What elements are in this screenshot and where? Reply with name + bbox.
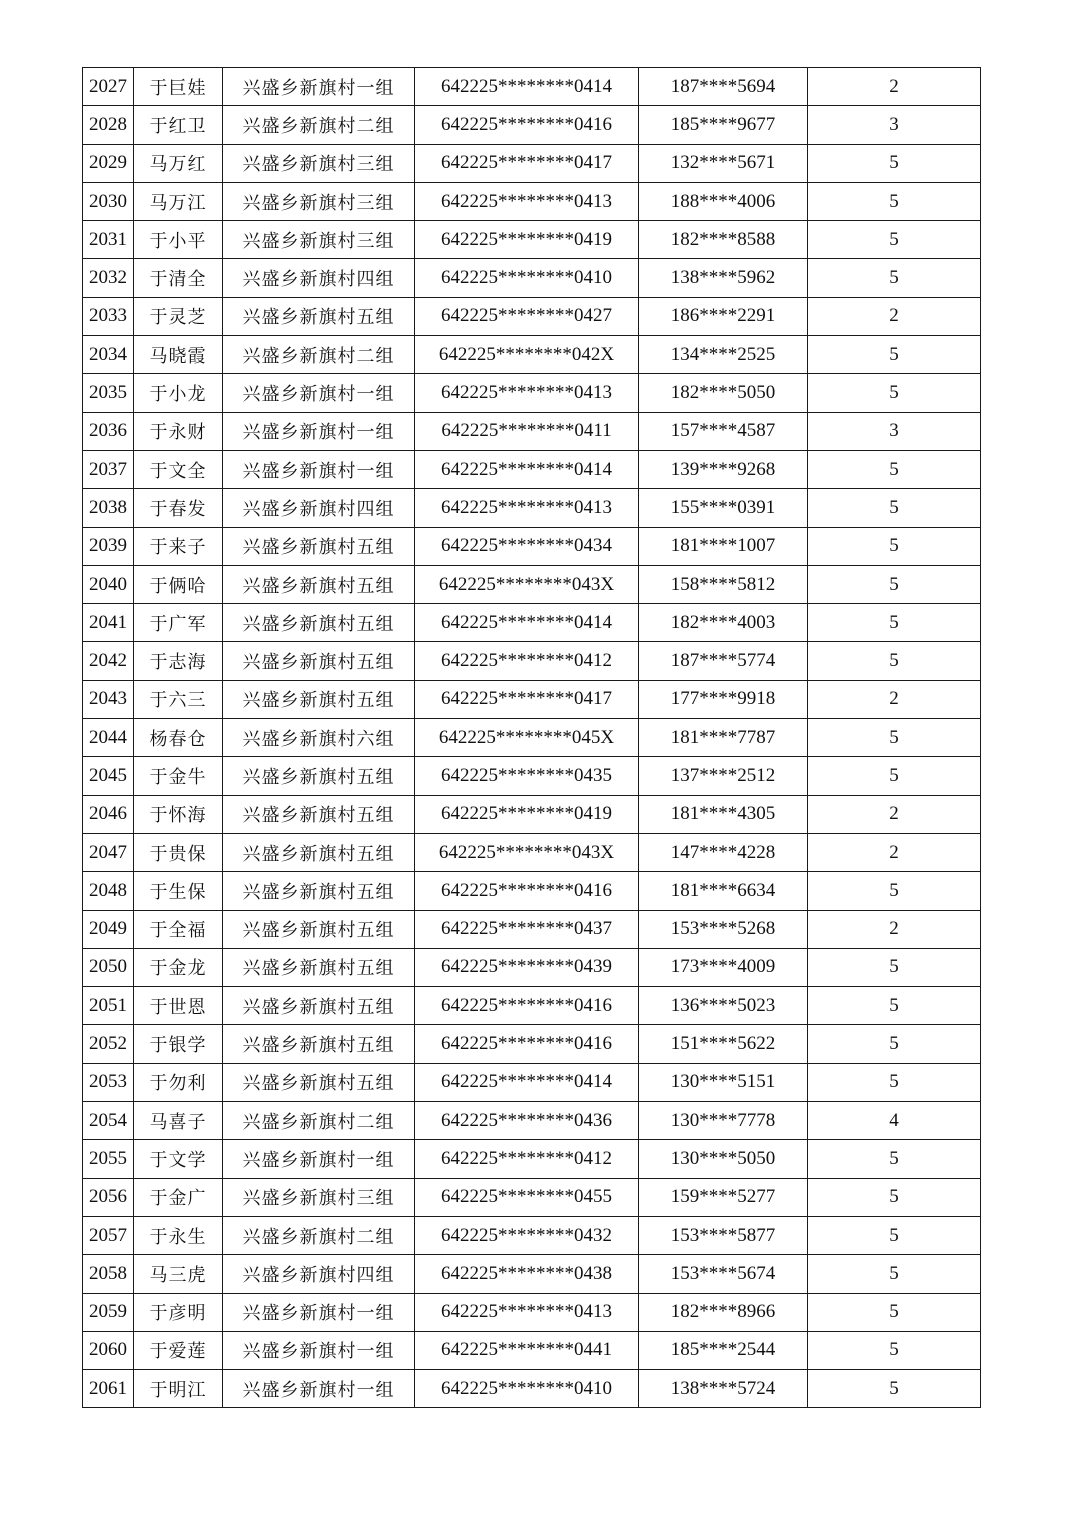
table-row [83,489,981,527]
count-cell: 5 [808,987,981,1025]
address-cell: 兴盛乡新旗村五组 [223,565,415,603]
address-cell: 兴盛乡新旗村四组 [223,1255,415,1293]
address-cell: 兴盛乡新旗村五组 [223,604,415,642]
roster-table-body [83,68,981,1408]
name-cell: 于巨娃 [134,68,223,106]
id-number-cell: 642225********0434 [415,527,639,565]
serial-number-cell: 2053 [83,1063,134,1101]
serial-number-cell: 2042 [83,642,134,680]
name-cell: 马万红 [134,144,223,182]
name-cell: 于来子 [134,527,223,565]
name-cell: 于小龙 [134,374,223,412]
serial-number-cell: 2050 [83,948,134,986]
serial-number-cell: 2051 [83,987,134,1025]
phone-cell: 185****2544 [639,1331,808,1369]
table-row [83,297,981,335]
id-number-cell: 642225********0413 [415,182,639,220]
count-cell: 5 [808,527,981,565]
address-cell: 兴盛乡新旗村二组 [223,1102,415,1140]
id-number-cell: 642225********0417 [415,144,639,182]
phone-cell: 155****0391 [639,489,808,527]
count-cell: 5 [808,221,981,259]
id-number-cell: 642225********0410 [415,1370,639,1408]
table-row [83,719,981,757]
serial-number-cell: 2027 [83,68,134,106]
count-cell: 5 [808,1293,981,1331]
table-row [83,604,981,642]
table-row [83,757,981,795]
phone-cell: 173****4009 [639,948,808,986]
name-cell: 马晓霞 [134,336,223,374]
count-cell: 5 [808,872,981,910]
serial-number-cell: 2045 [83,757,134,795]
serial-number-cell: 2033 [83,297,134,335]
name-cell: 于全福 [134,910,223,948]
count-cell: 5 [808,1255,981,1293]
phone-cell: 188****4006 [639,182,808,220]
table-row [83,795,981,833]
name-cell: 于明江 [134,1370,223,1408]
id-number-cell: 642225********0419 [415,221,639,259]
table-row [83,374,981,412]
id-number-cell: 642225********0416 [415,106,639,144]
address-cell: 兴盛乡新旗村五组 [223,910,415,948]
serial-number-cell: 2035 [83,374,134,412]
serial-number-cell: 2044 [83,719,134,757]
table-row [83,987,981,1025]
phone-cell: 130****5151 [639,1063,808,1101]
name-cell: 于怀海 [134,795,223,833]
address-cell: 兴盛乡新旗村三组 [223,221,415,259]
address-cell: 兴盛乡新旗村五组 [223,642,415,680]
table-row [83,1025,981,1063]
phone-cell: 153****5877 [639,1216,808,1254]
id-number-cell: 642225********0427 [415,297,639,335]
serial-number-cell: 2038 [83,489,134,527]
phone-cell: 138****5962 [639,259,808,297]
phone-cell: 130****5050 [639,1140,808,1178]
name-cell: 于志海 [134,642,223,680]
id-number-cell: 642225********0414 [415,604,639,642]
name-cell: 于世恩 [134,987,223,1025]
count-cell: 5 [808,565,981,603]
id-number-cell: 642225********0416 [415,872,639,910]
table-row [83,1102,981,1140]
phone-cell: 153****5674 [639,1255,808,1293]
address-cell: 兴盛乡新旗村五组 [223,1063,415,1101]
table-row [83,182,981,220]
table-row [83,833,981,871]
count-cell: 5 [808,489,981,527]
serial-number-cell: 2030 [83,182,134,220]
table-row [83,1370,981,1408]
count-cell: 5 [808,1216,981,1254]
serial-number-cell: 2034 [83,336,134,374]
phone-cell: 187****5694 [639,68,808,106]
count-cell: 5 [808,1370,981,1408]
count-cell: 3 [808,106,981,144]
address-cell: 兴盛乡新旗村三组 [223,1178,415,1216]
id-number-cell: 642225********0438 [415,1255,639,1293]
name-cell: 于小平 [134,221,223,259]
serial-number-cell: 2060 [83,1331,134,1369]
address-cell: 兴盛乡新旗村五组 [223,680,415,718]
name-cell: 于文学 [134,1140,223,1178]
serial-number-cell: 2029 [83,144,134,182]
id-number-cell: 642225********0413 [415,374,639,412]
address-cell: 兴盛乡新旗村二组 [223,336,415,374]
name-cell: 于贵保 [134,833,223,871]
id-number-cell: 642225********0435 [415,757,639,795]
id-number-cell: 642225********043X [415,565,639,603]
name-cell: 于红卫 [134,106,223,144]
address-cell: 兴盛乡新旗村四组 [223,489,415,527]
serial-number-cell: 2049 [83,910,134,948]
name-cell: 于永生 [134,1216,223,1254]
address-cell: 兴盛乡新旗村五组 [223,948,415,986]
count-cell: 5 [808,1025,981,1063]
id-number-cell: 642225********042X [415,336,639,374]
address-cell: 兴盛乡新旗村五组 [223,987,415,1025]
phone-cell: 185****9677 [639,106,808,144]
table-row [83,680,981,718]
phone-cell: 139****9268 [639,450,808,488]
phone-cell: 157****4587 [639,412,808,450]
id-number-cell: 642225********0439 [415,948,639,986]
address-cell: 兴盛乡新旗村六组 [223,719,415,757]
table-row [83,221,981,259]
serial-number-cell: 2036 [83,412,134,450]
phone-cell: 181****1007 [639,527,808,565]
name-cell: 于广军 [134,604,223,642]
phone-cell: 136****5023 [639,987,808,1025]
table-row [83,144,981,182]
count-cell: 5 [808,642,981,680]
phone-cell: 151****5622 [639,1025,808,1063]
count-cell: 4 [808,1102,981,1140]
id-number-cell: 642225********0414 [415,1063,639,1101]
address-cell: 兴盛乡新旗村一组 [223,1140,415,1178]
address-cell: 兴盛乡新旗村一组 [223,412,415,450]
address-cell: 兴盛乡新旗村三组 [223,144,415,182]
name-cell: 于金广 [134,1178,223,1216]
count-cell: 2 [808,833,981,871]
address-cell: 兴盛乡新旗村四组 [223,259,415,297]
name-cell: 于爱莲 [134,1331,223,1369]
id-number-cell: 642225********0412 [415,642,639,680]
address-cell: 兴盛乡新旗村一组 [223,374,415,412]
name-cell: 于金牛 [134,757,223,795]
id-number-cell: 642225********0417 [415,680,639,718]
address-cell: 兴盛乡新旗村一组 [223,1331,415,1369]
table-row [83,259,981,297]
phone-cell: 153****5268 [639,910,808,948]
serial-number-cell: 2047 [83,833,134,871]
id-number-cell: 642225********0432 [415,1216,639,1254]
phone-cell: 182****8966 [639,1293,808,1331]
name-cell: 于金龙 [134,948,223,986]
table-row [83,1331,981,1369]
table-row [83,872,981,910]
count-cell: 2 [808,297,981,335]
table-row [83,527,981,565]
count-cell: 2 [808,795,981,833]
address-cell: 兴盛乡新旗村一组 [223,450,415,488]
name-cell: 杨春仓 [134,719,223,757]
address-cell: 兴盛乡新旗村五组 [223,795,415,833]
name-cell: 马喜子 [134,1102,223,1140]
phone-cell: 182****5050 [639,374,808,412]
address-cell: 兴盛乡新旗村一组 [223,68,415,106]
count-cell: 5 [808,259,981,297]
serial-number-cell: 2039 [83,527,134,565]
serial-number-cell: 2031 [83,221,134,259]
id-number-cell: 642225********0413 [415,1293,639,1331]
name-cell: 马三虎 [134,1255,223,1293]
count-cell: 5 [808,336,981,374]
address-cell: 兴盛乡新旗村五组 [223,872,415,910]
phone-cell: 132****5671 [639,144,808,182]
table-row [83,1178,981,1216]
phone-cell: 147****4228 [639,833,808,871]
address-cell: 兴盛乡新旗村一组 [223,1370,415,1408]
serial-number-cell: 2028 [83,106,134,144]
count-cell: 5 [808,719,981,757]
table-row [83,1255,981,1293]
name-cell: 于俩哈 [134,565,223,603]
id-number-cell: 642225********0411 [415,412,639,450]
count-cell: 5 [808,1063,981,1101]
id-number-cell: 642225********045X [415,719,639,757]
count-cell: 5 [808,450,981,488]
name-cell: 于灵芝 [134,297,223,335]
phone-cell: 130****7778 [639,1102,808,1140]
id-number-cell: 642225********0455 [415,1178,639,1216]
table-row [83,948,981,986]
address-cell: 兴盛乡新旗村五组 [223,1025,415,1063]
roster-table [82,67,981,1408]
count-cell: 2 [808,910,981,948]
phone-cell: 181****7787 [639,719,808,757]
count-cell: 2 [808,68,981,106]
name-cell: 于生保 [134,872,223,910]
id-number-cell: 642225********0414 [415,68,639,106]
name-cell: 于春发 [134,489,223,527]
table-row [83,1216,981,1254]
count-cell: 5 [808,757,981,795]
serial-number-cell: 2055 [83,1140,134,1178]
count-cell: 5 [808,374,981,412]
name-cell: 于银学 [134,1025,223,1063]
serial-number-cell: 2041 [83,604,134,642]
id-number-cell: 642225********043X [415,833,639,871]
serial-number-cell: 2054 [83,1102,134,1140]
id-number-cell: 642225********0414 [415,450,639,488]
phone-cell: 181****6634 [639,872,808,910]
table-row [83,565,981,603]
phone-cell: 177****9918 [639,680,808,718]
count-cell: 3 [808,412,981,450]
serial-number-cell: 2061 [83,1370,134,1408]
id-number-cell: 642225********0412 [415,1140,639,1178]
phone-cell: 182****4003 [639,604,808,642]
serial-number-cell: 2048 [83,872,134,910]
table-row [83,910,981,948]
phone-cell: 138****5724 [639,1370,808,1408]
serial-number-cell: 2040 [83,565,134,603]
table-row [83,106,981,144]
serial-number-cell: 2052 [83,1025,134,1063]
name-cell: 于文全 [134,450,223,488]
serial-number-cell: 2056 [83,1178,134,1216]
table-row [83,450,981,488]
phone-cell: 134****2525 [639,336,808,374]
serial-number-cell: 2046 [83,795,134,833]
table-row [83,1063,981,1101]
count-cell: 5 [808,604,981,642]
id-number-cell: 642225********0419 [415,795,639,833]
count-cell: 5 [808,948,981,986]
phone-cell: 158****5812 [639,565,808,603]
serial-number-cell: 2059 [83,1293,134,1331]
table-row [83,336,981,374]
phone-cell: 187****5774 [639,642,808,680]
name-cell: 于六三 [134,680,223,718]
address-cell: 兴盛乡新旗村二组 [223,1216,415,1254]
phone-cell: 159****5277 [639,1178,808,1216]
address-cell: 兴盛乡新旗村一组 [223,1293,415,1331]
serial-number-cell: 2032 [83,259,134,297]
serial-number-cell: 2058 [83,1255,134,1293]
count-cell: 5 [808,1178,981,1216]
address-cell: 兴盛乡新旗村五组 [223,757,415,795]
count-cell: 5 [808,182,981,220]
name-cell: 于永财 [134,412,223,450]
name-cell: 于清全 [134,259,223,297]
serial-number-cell: 2057 [83,1216,134,1254]
count-cell: 2 [808,680,981,718]
id-number-cell: 642225********0437 [415,910,639,948]
table-row [83,1293,981,1331]
count-cell: 5 [808,1331,981,1369]
table-row [83,412,981,450]
id-number-cell: 642225********0436 [415,1102,639,1140]
serial-number-cell: 2043 [83,680,134,718]
address-cell: 兴盛乡新旗村五组 [223,527,415,565]
count-cell: 5 [808,144,981,182]
serial-number-cell: 2037 [83,450,134,488]
id-number-cell: 642225********0413 [415,489,639,527]
address-cell: 兴盛乡新旗村二组 [223,106,415,144]
name-cell: 于彦明 [134,1293,223,1331]
id-number-cell: 642225********0410 [415,259,639,297]
count-cell: 5 [808,1140,981,1178]
phone-cell: 181****4305 [639,795,808,833]
id-number-cell: 642225********0416 [415,987,639,1025]
id-number-cell: 642225********0441 [415,1331,639,1369]
id-number-cell: 642225********0416 [415,1025,639,1063]
address-cell: 兴盛乡新旗村五组 [223,297,415,335]
address-cell: 兴盛乡新旗村五组 [223,833,415,871]
table-row [83,68,981,106]
name-cell: 于勿利 [134,1063,223,1101]
table-row [83,642,981,680]
phone-cell: 186****2291 [639,297,808,335]
table-row [83,1140,981,1178]
phone-cell: 137****2512 [639,757,808,795]
address-cell: 兴盛乡新旗村三组 [223,182,415,220]
phone-cell: 182****8588 [639,221,808,259]
name-cell: 马万江 [134,182,223,220]
